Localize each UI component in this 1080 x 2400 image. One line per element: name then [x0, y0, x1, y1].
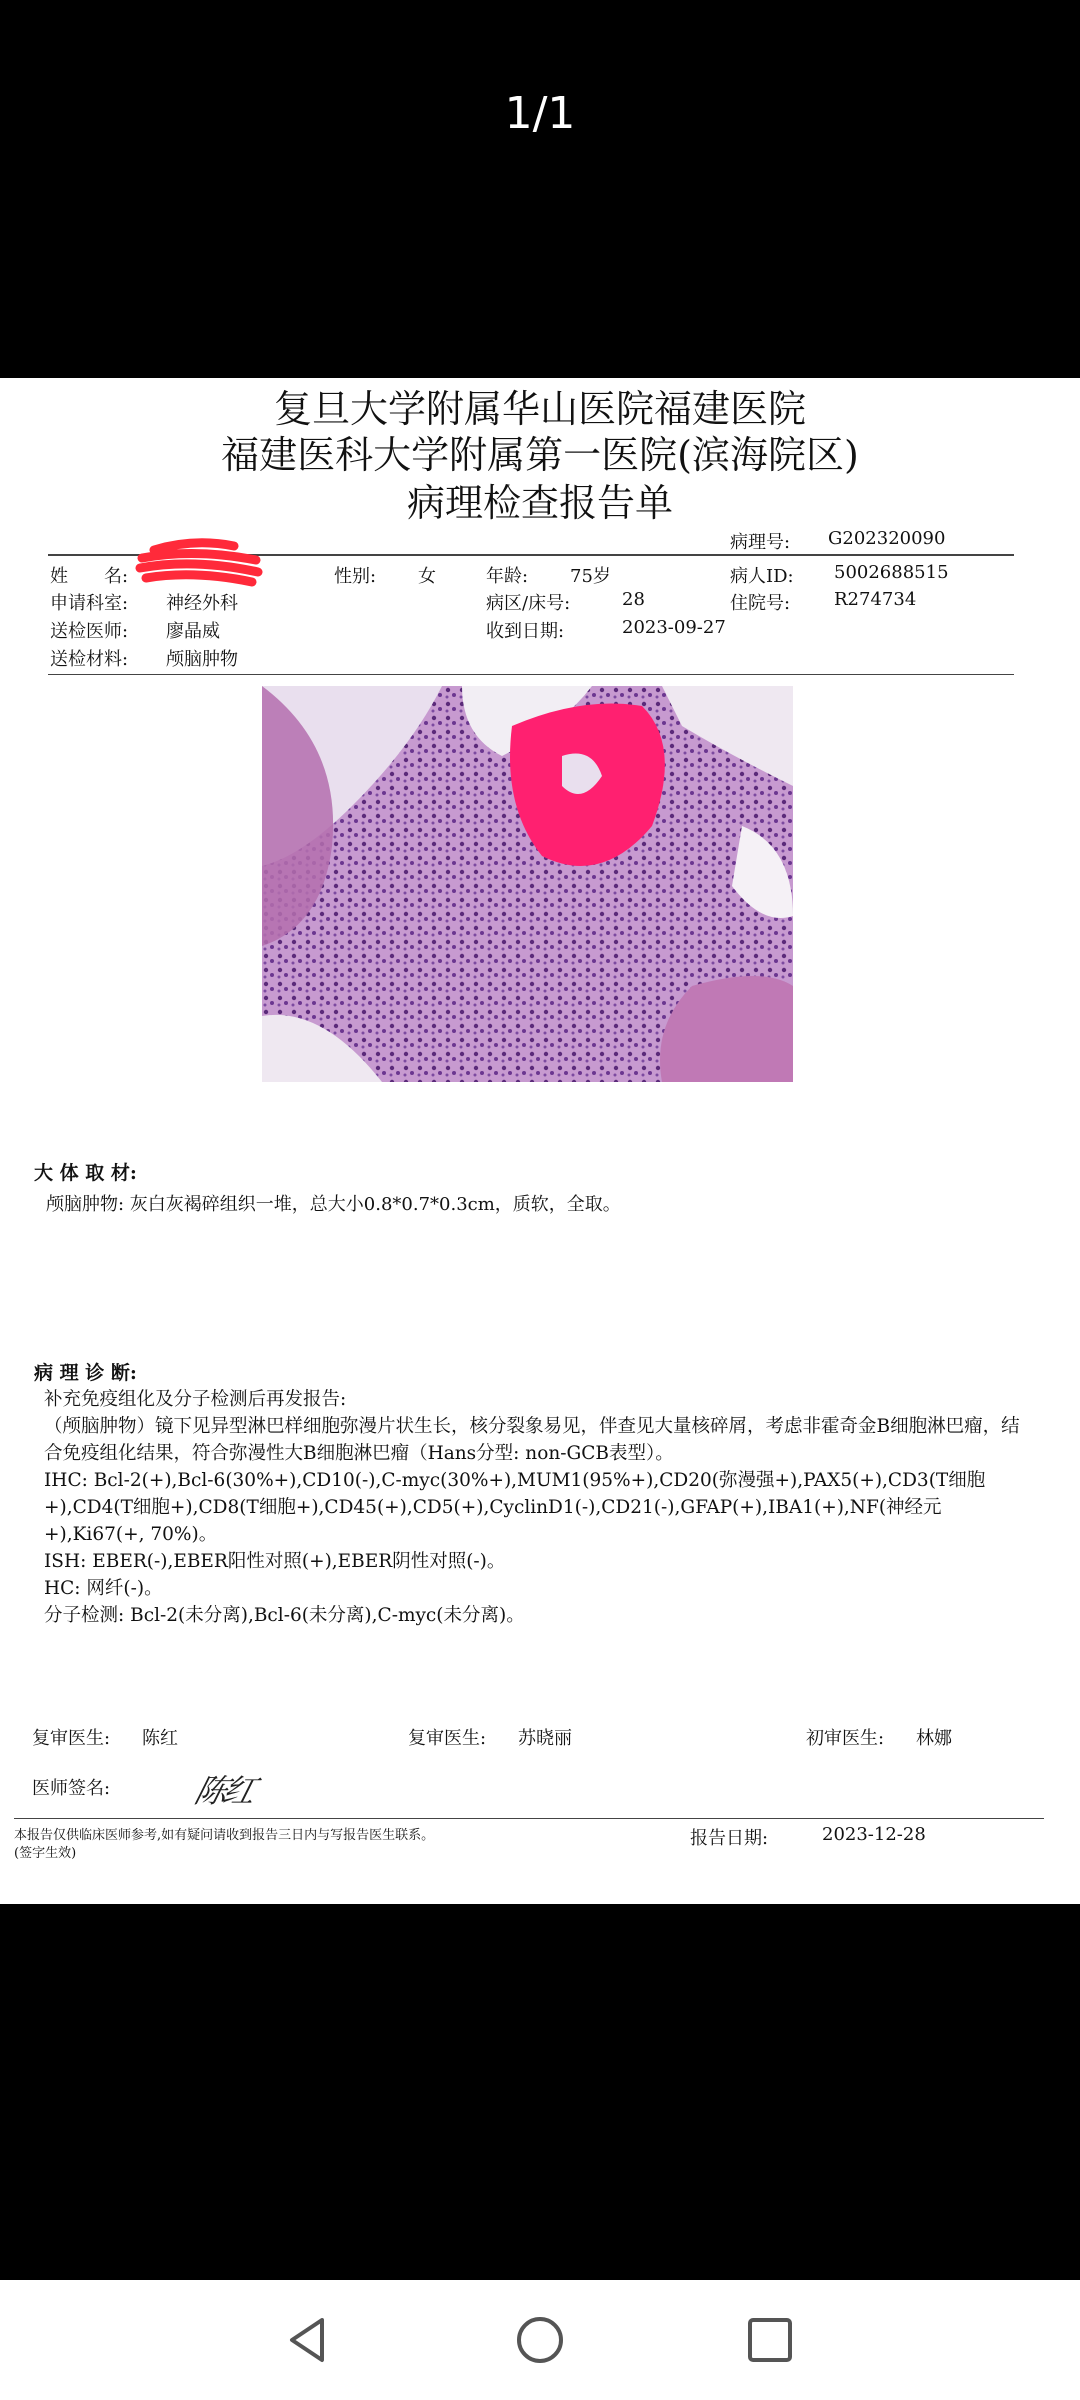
patient-id-label: 病人ID: — [730, 566, 794, 587]
footnote: 本报告仅供临床医师参考,如有疑问请收到报告三日内与写报告医生联系。 — [14, 1828, 435, 1843]
diagnosis-title: 病 理 诊 断: — [34, 1362, 137, 1384]
diagnosis-line: ISH: EBER(-),EBER阳性对照(+),EBER阴性对照(-)。 — [44, 1551, 506, 1572]
diagnosis-line: HC: 网纤(-)。 — [44, 1578, 163, 1599]
hospital-name-1: 复旦大学附属华山医院福建医院 — [273, 387, 806, 431]
material-label: 送检材料: — [50, 649, 129, 670]
diagnosis-line: IHC: Bcl-2(+),Bcl-6(30%+),CD10(-),C-myc(30%+),MUM1(95%+),CD20(弥漫强+),PAX5(+),CD3(T细胞+),CD4(T细胞+),CD8(T细胞+),CD45(+),CD5(+),CyclinD1(-),CD21(-),GFAP(+),IBA1(+),NF(神经元+),Ki67(+, 70%)。 — [44, 1470, 986, 1545]
gender-label: 性别: — [334, 566, 377, 587]
diagnosis-body — [44, 1386, 1034, 1629]
ward-label: 病区/床号: — [486, 593, 571, 614]
home-icon[interactable] — [510, 2310, 570, 2370]
received-date: 2023-09-27 — [622, 617, 726, 638]
page-counter: 1/1 — [504, 88, 576, 139]
initial-reviewer-name: 林娜 — [916, 1728, 952, 1749]
ward-value: 28 — [622, 589, 645, 610]
patient-id: 5002688515 — [834, 562, 949, 583]
received-label: 收到日期: — [486, 621, 565, 642]
report-title: 病理检查报告单 — [406, 481, 673, 525]
footer-divider — [14, 1818, 1044, 1819]
initial-reviewer-label: 初审医生: — [806, 1728, 885, 1749]
gender-value: 女 — [418, 566, 436, 587]
age-value: 75岁 — [570, 566, 611, 587]
reviewer1-name: 陈红 — [142, 1728, 178, 1749]
doctor-value: 廖晶威 — [166, 621, 220, 642]
pathology-report-page — [0, 378, 1080, 1904]
dept-label: 申请科室: — [50, 593, 129, 614]
material-value: 颅脑肿物 — [166, 649, 238, 670]
diagnosis-line: 补充免疫组化及分子检测后再发报告: — [44, 1389, 347, 1410]
back-icon[interactable] — [278, 2310, 338, 2370]
signature-label: 医师签名: — [32, 1778, 111, 1799]
doctor-label: 送检医师: — [50, 621, 129, 642]
gross-text: 颅脑肿物: 灰白灰褐碎组织一堆，总大小0.8*0.7*0.3cm，质软，全取。 — [46, 1194, 621, 1215]
gross-title: 大 体 取 材: — [34, 1162, 137, 1184]
name-label: 姓 名: — [50, 566, 129, 587]
name-redaction — [134, 536, 264, 592]
handwritten-signature: 陈红 — [190, 1772, 257, 1810]
age-label: 年龄: — [486, 566, 529, 587]
reviewer1-label: 复审医生: — [32, 1728, 111, 1749]
dept-value: 神经外科 — [166, 593, 238, 614]
pathology-no-label: 病理号: — [730, 532, 791, 553]
inpatient-label: 住院号: — [730, 593, 791, 614]
report-date-label: 报告日期: — [690, 1828, 769, 1849]
reviewer2-name: 苏晓丽 — [518, 1728, 572, 1749]
system-navigation-bar — [0, 2280, 1080, 2400]
inpatient-no: R274734 — [834, 589, 917, 610]
diagnosis-line: 分子检测: Bcl-2(未分离),Bcl-6(未分离),C-myc(未分离)。 — [44, 1605, 525, 1626]
pathology-no: G202320090 — [828, 528, 946, 549]
diagnosis-line: （颅脑肿物）镜下见异型淋巴样细胞弥漫片状生长，核分裂象易见，伴查见大量核碎屑，考虑非霍奇金B细胞淋巴瘤，结合免疫组化结果，符合弥漫性大B细胞淋巴瘤（Hans分型: non-GCB表型）。 — [44, 1416, 1020, 1464]
report-date: 2023-12-28 — [822, 1824, 926, 1845]
info-divider — [48, 674, 1014, 675]
recents-icon[interactable] — [740, 2310, 800, 2370]
reviewer2-label: 复审医生: — [408, 1728, 487, 1749]
footnote-sign: (签字生效) — [14, 1846, 77, 1861]
hospital-name-2: 福建医科大学附属第一医院(滨海院区) — [221, 433, 859, 477]
microscopy-image — [262, 686, 793, 1082]
